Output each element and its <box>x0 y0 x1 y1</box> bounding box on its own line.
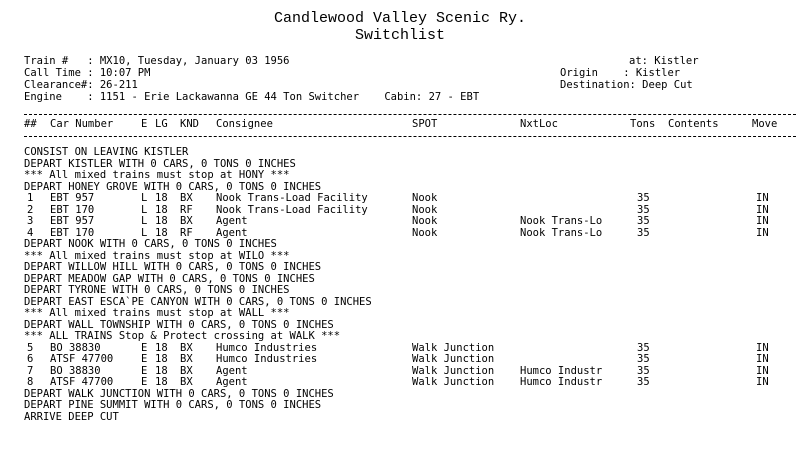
cell-car-kind: BX <box>180 342 193 354</box>
cell-car-kind: RF <box>180 227 193 239</box>
cell-car-length: 18 <box>155 365 168 377</box>
cell-tons: 35 <box>637 227 650 239</box>
cell-car-length: 18 <box>155 215 168 227</box>
message-line: *** All mixed trains must stop at WILO *** <box>24 250 290 262</box>
at-location: at: Kistler <box>629 55 699 67</box>
cell-car-kind: BX <box>180 215 193 227</box>
cell-consignee: Agent <box>216 215 248 227</box>
message-line: DEPART HONEY GROVE WITH 0 CARS, 0 TONS 0 INCHES <box>24 181 322 193</box>
cell-empty-loaded: L <box>141 192 148 204</box>
col-header-nxtloc: NxtLoc <box>520 118 558 130</box>
cell-spot: Walk Junction <box>412 365 495 377</box>
cell-consignee: Nook Trans-Load Facility <box>216 204 368 216</box>
cell-tons: 35 <box>637 353 650 365</box>
cell-consignee: Agent <box>216 376 248 388</box>
cell-tons: 35 <box>637 365 650 377</box>
cell-move: IN <box>756 227 769 239</box>
cell-spot: Walk Junction <box>412 376 495 388</box>
col-header-contents: Contents <box>668 118 719 130</box>
cell-move: IN <box>756 204 769 216</box>
cell-car-number: EBT 957 <box>50 192 95 204</box>
cell-tons: 35 <box>637 342 650 354</box>
cell-consignee: Humco Industries <box>216 353 318 365</box>
cell-next-location: Humco Industr <box>520 365 603 377</box>
cell-consignee: Agent <box>216 227 248 239</box>
cell-row-number: 5 <box>27 342 34 354</box>
page-title: Candlewood Valley Scenic Ry. <box>273 10 527 27</box>
col-header-tons: Tons <box>630 118 656 130</box>
message-line: DEPART MEADOW GAP WITH 0 CARS, 0 TONS 0 INCHES <box>24 273 315 285</box>
col-header-move: Move <box>752 118 778 130</box>
cell-car-kind: BX <box>180 376 193 388</box>
cell-spot: Nook <box>412 204 438 216</box>
cell-car-number: ATSF 47700 <box>50 376 114 388</box>
cell-car-kind: BX <box>180 192 193 204</box>
cell-move: IN <box>756 192 769 204</box>
cell-empty-loaded: E <box>141 342 148 354</box>
message-line: *** ALL TRAINS Stop & Protect crossing at WALK *** <box>24 330 341 342</box>
train-line: Train # : MX10, Tuesday, January 03 1956 <box>24 55 290 67</box>
message-line: DEPART NOOK WITH 0 CARS, 0 TONS 0 INCHES <box>24 238 277 250</box>
cell-car-number: BO 38830 <box>50 365 101 377</box>
cell-next-location: Nook Trans-Lo <box>520 227 603 239</box>
clearance-line: Clearance#: 26-211 <box>24 79 138 91</box>
cell-row-number: 8 <box>27 376 34 388</box>
cell-next-location: Nook Trans-Lo <box>520 215 603 227</box>
cell-car-length: 18 <box>155 353 168 365</box>
cell-car-kind: RF <box>180 204 193 216</box>
call-time-line: Call Time : 10:07 PM <box>24 67 151 79</box>
cell-spot: Walk Junction <box>412 342 495 354</box>
col-header-e: E <box>141 118 148 130</box>
message-line: DEPART KISTLER WITH 0 CARS, 0 TONS 0 INCHES <box>24 158 296 170</box>
cell-row-number: 7 <box>27 365 34 377</box>
cell-car-length: 18 <box>155 227 168 239</box>
cell-consignee: Nook Trans-Load Facility <box>216 192 368 204</box>
message-line: DEPART EAST ESCA`PE CANYON WITH 0 CARS, 0 TONS 0 INCHES <box>24 296 372 308</box>
cell-car-number: BO 38830 <box>50 342 101 354</box>
cell-move: IN <box>756 365 769 377</box>
cell-row-number: 4 <box>27 227 34 239</box>
cell-next-location: Humco Industr <box>520 376 603 388</box>
message-line: DEPART WALL TOWNSHIP WITH 0 CARS, 0 TONS 0 INCHES <box>24 319 334 331</box>
col-header-car-number: Car Number <box>50 118 114 130</box>
cell-spot: Walk Junction <box>412 353 495 365</box>
message-line: DEPART TYRONE WITH 0 CARS, 0 TONS 0 INCHES <box>24 284 290 296</box>
message-line: CONSIST ON LEAVING KISTLER <box>24 146 189 158</box>
cell-car-kind: BX <box>180 365 193 377</box>
cell-move: IN <box>756 353 769 365</box>
cell-row-number: 3 <box>27 215 34 227</box>
cell-consignee: Agent <box>216 365 248 377</box>
message-line: *** All mixed trains must stop at HONY *** <box>24 169 290 181</box>
cell-tons: 35 <box>637 376 650 388</box>
col-header-knd: KND <box>180 118 199 130</box>
col-header-consignee: Consignee <box>216 118 273 130</box>
cell-spot: Nook <box>412 227 438 239</box>
cell-spot: Nook <box>412 215 438 227</box>
cell-tons: 35 <box>637 204 650 216</box>
cell-row-number: 2 <box>27 204 34 216</box>
message-line: *** All mixed trains must stop at WALL *** <box>24 307 290 319</box>
cell-car-kind: BX <box>180 353 193 365</box>
cell-move: IN <box>756 376 769 388</box>
cell-spot: Nook <box>412 192 438 204</box>
header-rule-top <box>24 114 796 115</box>
cell-row-number: 6 <box>27 353 34 365</box>
cell-row-number: 1 <box>27 192 34 204</box>
origin-line: Origin : Kistler <box>560 67 681 79</box>
cell-car-number: ATSF 47700 <box>50 353 114 365</box>
cell-empty-loaded: L <box>141 227 148 239</box>
cell-car-length: 18 <box>155 204 168 216</box>
cell-car-number: EBT 170 <box>50 204 95 216</box>
message-line: DEPART WALK JUNCTION WITH 0 CARS, 0 TONS 0 INCHES <box>24 388 334 400</box>
cell-move: IN <box>756 215 769 227</box>
cell-move: IN <box>756 342 769 354</box>
engine-line: Engine : 1151 - Erie Lackawanna GE 44 Ton Switcher Cabin: 27 - EBT <box>24 91 480 103</box>
cell-tons: 35 <box>637 192 650 204</box>
page-subtitle: Switchlist <box>354 27 445 44</box>
cell-car-number: EBT 957 <box>50 215 95 227</box>
cell-car-length: 18 <box>155 376 168 388</box>
cell-car-number: EBT 170 <box>50 227 95 239</box>
message-line: ARRIVE DEEP CUT <box>24 411 119 423</box>
cell-tons: 35 <box>637 215 650 227</box>
cell-empty-loaded: L <box>141 215 148 227</box>
col-header-spot: SPOT <box>412 118 438 130</box>
cell-empty-loaded: E <box>141 353 148 365</box>
col-header-num: ## <box>24 118 37 130</box>
cell-car-length: 18 <box>155 192 168 204</box>
cell-car-length: 18 <box>155 342 168 354</box>
destination-line: Destination: Deep Cut <box>560 79 693 91</box>
col-header-lg: LG <box>155 118 168 130</box>
header-rule-bottom <box>24 136 796 137</box>
message-line: DEPART PINE SUMMIT WITH 0 CARS, 0 TONS 0 INCHES <box>24 399 322 411</box>
cell-empty-loaded: L <box>141 204 148 216</box>
message-line: DEPART WILLOW HILL WITH 0 CARS, 0 TONS 0 INCHES <box>24 261 322 273</box>
cell-empty-loaded: E <box>141 376 148 388</box>
cell-empty-loaded: E <box>141 365 148 377</box>
cell-consignee: Humco Industries <box>216 342 318 354</box>
